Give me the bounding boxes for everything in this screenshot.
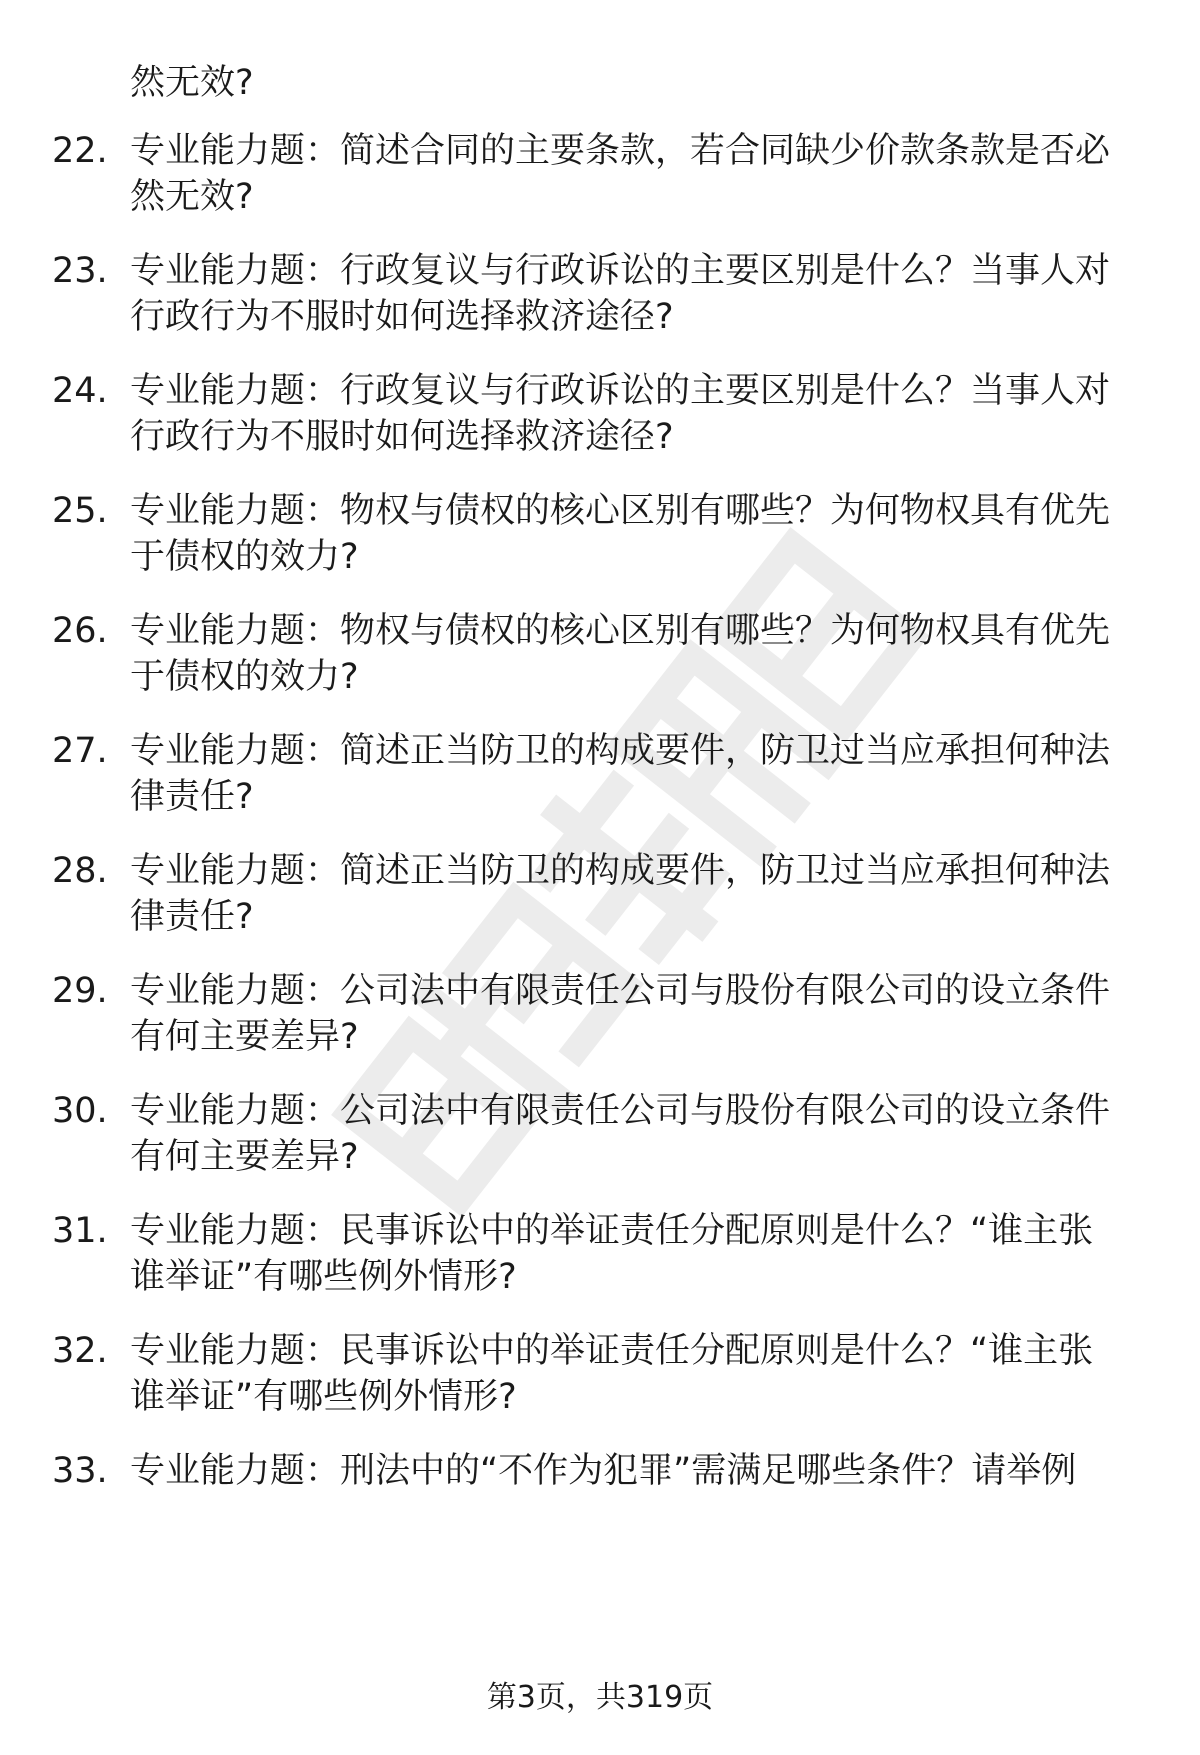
question-number: 22.	[52, 131, 108, 171]
question-line-1: 专业能力题：刑法中的“不作为犯罪”需满足哪些条件？请举例	[130, 1451, 1077, 1491]
question-number: 24.	[52, 371, 108, 411]
question-line-2: 然无效?	[130, 177, 254, 217]
question-line-1: 专业能力题：公司法中有限责任公司与股份有限公司的设立条件	[130, 1091, 1111, 1131]
question-text	[130, 1088, 1140, 1180]
question-text	[130, 848, 1140, 940]
question-line-1: 专业能力题：物权与债权的核心区别有哪些？为何物权具有优先	[130, 491, 1111, 531]
question-line-1: 专业能力题：民事诉讼中的举证责任分配原则是什么？“谁主张	[130, 1211, 1094, 1251]
question-number: 28.	[52, 851, 108, 891]
question-line-2: 谁举证”有哪些例外情形?	[130, 1377, 517, 1417]
question-text	[130, 368, 1140, 460]
question-number: 23.	[52, 251, 108, 291]
question-number: 32.	[52, 1331, 108, 1371]
question-text	[130, 968, 1140, 1060]
question-number: 31.	[52, 1211, 108, 1251]
question-line-2: 律责任?	[130, 777, 254, 817]
question-text	[130, 608, 1140, 700]
question-line-1: 专业能力题：公司法中有限责任公司与股份有限公司的设立条件	[130, 971, 1111, 1011]
question-line-2: 律责任?	[130, 897, 254, 937]
question-line-2: 行政行为不服时如何选择救济途径?	[130, 417, 674, 457]
question-line-2: 有何主要差异?	[130, 1017, 359, 1057]
question-line-2: 行政行为不服时如何选择救济途径?	[130, 297, 674, 337]
question-number: 30.	[52, 1091, 108, 1131]
question-line-2: 谁举证”有哪些例外情形?	[130, 1257, 517, 1297]
page-footer: 第3页，共319页	[486, 1680, 714, 1715]
question-text	[130, 128, 1140, 220]
question-line-1: 专业能力题：简述正当防卫的构成要件，防卫过当应承担何种法	[130, 731, 1111, 771]
question-text	[130, 1328, 1140, 1420]
continuation-line: 然无效?	[130, 63, 254, 103]
question-text	[130, 728, 1140, 820]
question-line-2: 于债权的效力?	[130, 657, 359, 697]
question-number: 26.	[52, 611, 108, 651]
question-line-1: 专业能力题：行政复议与行政诉讼的主要区别是什么？当事人对	[130, 251, 1111, 291]
question-text	[130, 1208, 1140, 1300]
question-number: 33.	[52, 1451, 108, 1491]
question-line-1: 专业能力题：物权与债权的核心区别有哪些？为何物权具有优先	[130, 611, 1111, 651]
question-text	[130, 488, 1140, 580]
question-text	[130, 248, 1140, 340]
question-line-1: 专业能力题：简述合同的主要条款，若合同缺少价款条款是否必	[130, 131, 1111, 171]
question-line-2: 有何主要差异?	[130, 1137, 359, 1177]
question-line-1: 专业能力题：民事诉讼中的举证责任分配原则是什么？“谁主张	[130, 1331, 1094, 1371]
question-number: 25.	[52, 491, 108, 531]
question-number: 27.	[52, 731, 108, 771]
question-number: 29.	[52, 971, 108, 1011]
question-line-1: 专业能力题：简述正当防卫的构成要件，防卫过当应承担何种法	[130, 851, 1111, 891]
question-line-1: 专业能力题：行政复议与行政诉讼的主要区别是什么？当事人对	[130, 371, 1111, 411]
question-text	[130, 1448, 1140, 1494]
question-line-2: 于债权的效力?	[130, 537, 359, 577]
